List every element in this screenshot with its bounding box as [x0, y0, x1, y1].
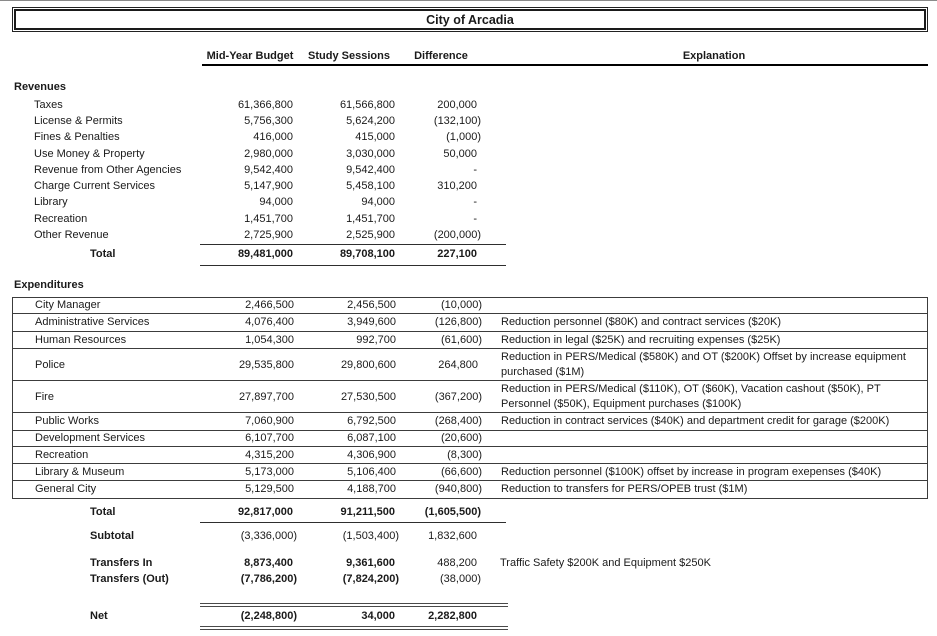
- expenditure-row: [13, 481, 927, 498]
- revenue-label: Library: [34, 196, 68, 209]
- revenues-total-mid-year: 89,481,000: [237, 248, 293, 261]
- revenue-difference-value: 200,000: [437, 98, 477, 111]
- revenue-difference-value: -: [473, 196, 477, 209]
- revenue-row: [12, 162, 928, 178]
- expenditures-table: [12, 297, 928, 499]
- expenditures-section-label: Expenditures: [14, 279, 84, 291]
- expenditure-row: [13, 413, 927, 431]
- revenue-study-value: 9,542,400: [346, 163, 395, 176]
- expenditure-label: Human Resources: [35, 333, 127, 346]
- expenditure-study-value: 29,800,600: [340, 358, 396, 371]
- expenditure-difference-value: (61,600): [441, 333, 482, 346]
- summary-section: [12, 524, 928, 630]
- revenue-study-value: 5,624,200: [346, 114, 395, 127]
- top-rule: [0, 0, 937, 1]
- expenditure-study-value: 4,306,900: [347, 448, 396, 461]
- transfers-out-difference: (38,000): [440, 573, 481, 585]
- col-header-explanation: Explanation: [682, 50, 746, 62]
- expenditure-label: Administrative Services: [35, 316, 150, 329]
- expenditure-row: [13, 464, 927, 482]
- expenditure-explanation: Reduction to transfers for PERS/OPEB trust ($1M): [501, 483, 748, 496]
- expenditure-mid-year-value: 6,107,700: [245, 432, 294, 445]
- expenditures-total-study: 91,211,500: [340, 505, 395, 518]
- expenditure-label: Library & Museum: [35, 465, 125, 478]
- expenditure-study-value: 6,087,100: [347, 432, 396, 445]
- revenue-label: Revenue from Other Agencies: [34, 163, 182, 176]
- expenditures-total-bottom-rule: [200, 522, 506, 523]
- expenditure-study-value: 6,792,500: [347, 415, 396, 428]
- revenue-mid-year-value: 9,542,400: [244, 163, 293, 176]
- expenditure-difference-value: (126,800): [434, 316, 482, 329]
- expenditure-explanation: [501, 438, 927, 440]
- revenue-row: [12, 178, 928, 194]
- expenditure-mid-year-value: 27,897,700: [238, 390, 294, 403]
- expenditure-study-value: 2,456,500: [347, 299, 396, 312]
- header-rule: [202, 64, 928, 66]
- revenue-study-value: 415,000: [355, 131, 395, 144]
- expenditure-difference-value: (20,600): [441, 432, 482, 445]
- transfers-out-label: Transfers (Out): [90, 573, 169, 585]
- expenditure-mid-year-value: 5,173,000: [245, 465, 294, 478]
- expenditure-label: Development Services: [35, 432, 146, 445]
- net-study: 34,000: [361, 610, 395, 622]
- expenditure-row: [13, 349, 927, 381]
- transfers-in-explanation: Traffic Safety $200K and Equipment $250K: [500, 556, 711, 569]
- expenditure-explanation: Reduction personnel ($100K) offset by increase in program exepenses ($40K): [501, 465, 882, 478]
- revenue-mid-year-value: 2,725,900: [244, 229, 293, 242]
- expenditure-difference-value: (10,000): [441, 299, 482, 312]
- expenditure-difference-value: (940,800): [434, 483, 482, 496]
- expenditure-label: Police: [35, 358, 65, 371]
- title-inner-border: [14, 9, 926, 30]
- transfers-in-difference: 488,200: [437, 556, 477, 569]
- transfers-out-study: (7,824,200): [342, 573, 399, 585]
- page-title: City of Arcadia: [426, 12, 514, 27]
- revenues-total-label: Total: [90, 248, 116, 261]
- revenue-difference-value: 50,000: [443, 147, 477, 160]
- revenue-study-value: 94,000: [361, 196, 395, 209]
- revenue-study-value: 2,525,900: [346, 229, 395, 242]
- net-difference: 2,282,800: [428, 610, 477, 622]
- expenditure-difference-value: (66,600): [441, 465, 482, 478]
- subtotal-difference: 1,832,600: [428, 529, 477, 542]
- transfers-in-label: Transfers In: [90, 556, 153, 569]
- revenues-section: [12, 81, 928, 266]
- revenue-label: Taxes: [34, 98, 63, 111]
- title-box: [12, 7, 928, 32]
- revenue-mid-year-value: 1,451,700: [244, 212, 293, 225]
- revenue-row: [12, 130, 928, 146]
- expenditure-mid-year-value: 2,466,500: [245, 299, 294, 312]
- subtotal-study: (1,503,400): [342, 529, 399, 542]
- expenditure-study-value: 27,530,500: [340, 390, 396, 403]
- expenditure-mid-year-value: 5,129,500: [245, 483, 294, 496]
- expenditure-study-value: 4,188,700: [347, 483, 396, 496]
- expenditure-row: [13, 314, 927, 332]
- revenues-total-difference: 227,100: [437, 248, 477, 261]
- expenditure-explanation: Reduction in PERS/Medical ($110K), OT ($60K), Vacation cashout ($50K), PT Personnel ($50K), Equipment purchases ($100K): [501, 383, 881, 410]
- revenue-label: Other Revenue: [34, 229, 109, 242]
- revenue-mid-year-value: 5,756,300: [244, 114, 293, 127]
- net-label: Net: [90, 610, 108, 622]
- revenue-row: [12, 113, 928, 129]
- expenditure-label: City Manager: [35, 299, 101, 312]
- expenditure-label: Fire: [35, 390, 54, 403]
- revenue-row: [12, 146, 928, 162]
- revenue-label: Recreation: [34, 212, 88, 225]
- expenditures-total-label: Total: [90, 505, 116, 518]
- net-bottom-double-rule: [200, 626, 508, 630]
- expenditures-section: [12, 279, 928, 523]
- revenue-study-value: 5,458,100: [346, 180, 395, 193]
- expenditure-difference-value: 264,800: [438, 358, 478, 371]
- revenue-study-value: 61,566,800: [339, 98, 395, 111]
- revenue-label: Use Money & Property: [34, 147, 145, 160]
- revenue-mid-year-value: 61,366,800: [237, 98, 293, 111]
- revenues-total-bottom-rule: [200, 265, 506, 266]
- transfers-in-study: 9,361,600: [346, 556, 395, 569]
- expenditure-mid-year-value: 1,054,300: [245, 333, 294, 346]
- net-row: [12, 607, 928, 626]
- revenue-mid-year-value: 2,980,000: [244, 147, 293, 160]
- expenditures-total-mid-year: 92,817,000: [237, 505, 293, 518]
- expenditure-row: [13, 381, 927, 413]
- expenditure-row: [13, 431, 927, 447]
- expenditure-difference-value: (268,400): [434, 415, 482, 428]
- expenditure-mid-year-value: 29,535,800: [238, 358, 294, 371]
- expenditure-label: Recreation: [35, 448, 89, 461]
- revenue-difference-value: 310,200: [437, 180, 477, 193]
- revenue-difference-value: (132,100): [433, 114, 481, 127]
- col-header-difference: Difference: [414, 50, 468, 62]
- expenditures-total-difference: (1,605,500): [424, 505, 481, 518]
- expenditure-study-value: 5,106,400: [347, 465, 396, 478]
- revenue-row: [12, 227, 928, 243]
- expenditure-label: Public Works: [35, 415, 99, 428]
- expenditure-explanation: Reduction in PERS/Medical ($580K) and OT ($200K) Offset by increase equipment purchased ($1M): [501, 351, 906, 378]
- transfers-out-row: [12, 571, 928, 588]
- expenditure-mid-year-value: 4,315,200: [245, 448, 294, 461]
- expenditure-study-value: 3,949,600: [347, 316, 396, 329]
- revenue-row: [12, 211, 928, 227]
- expenditure-row: [13, 298, 927, 314]
- revenue-mid-year-value: 416,000: [253, 131, 293, 144]
- expenditure-row: [13, 447, 927, 463]
- revenue-mid-year-value: 94,000: [259, 196, 293, 209]
- expenditure-explanation: [501, 454, 927, 456]
- revenues-rows: [12, 97, 928, 244]
- expenditure-difference-value: (367,200): [434, 390, 482, 403]
- net-mid-year: (2,248,800): [240, 610, 297, 622]
- expenditure-study-value: 992,700: [356, 333, 396, 346]
- revenue-label: License & Permits: [34, 114, 123, 127]
- expenditure-explanation: Reduction personnel ($80K) and contract services ($20K): [501, 316, 782, 329]
- expenditure-difference-value: (8,300): [447, 448, 482, 461]
- revenue-study-value: 1,451,700: [346, 212, 395, 225]
- expenditure-explanation: Reduction in contract services ($40K) and department credit for garage ($200K): [501, 415, 890, 428]
- revenues-total-study: 89,708,100: [339, 248, 395, 261]
- revenue-difference-value: (1,000): [446, 131, 481, 144]
- subtotal-row: [12, 528, 928, 544]
- revenue-label: Fines & Penalties: [34, 131, 120, 144]
- transfers-in-row: [12, 555, 928, 571]
- revenue-mid-year-value: 5,147,900: [244, 180, 293, 193]
- revenue-row: [12, 195, 928, 211]
- expenditure-explanation: [501, 305, 927, 307]
- expenditure-mid-year-value: 4,076,400: [245, 316, 294, 329]
- revenue-difference-value: (200,000): [433, 229, 481, 242]
- revenues-section-label: Revenues: [14, 81, 66, 93]
- transfers-in-mid-year: 8,873,400: [244, 556, 293, 569]
- expenditure-explanation: Reduction in legal ($25K) and recruiting expenses ($25K): [501, 333, 781, 346]
- col-header-mid-year-budget: Mid-Year Budget: [206, 50, 294, 62]
- revenue-study-value: 3,030,000: [346, 147, 395, 160]
- expenditure-label: General City: [35, 483, 97, 496]
- col-header-study-sessions: Study Sessions: [308, 50, 390, 62]
- expenditures-total-row: [12, 503, 928, 522]
- revenue-difference-value: -: [473, 163, 477, 176]
- expenditure-row: [13, 332, 927, 350]
- revenues-total-row: [12, 245, 928, 265]
- subtotal-mid-year: (3,336,000): [240, 529, 297, 542]
- revenue-row: [12, 97, 928, 113]
- expenditure-mid-year-value: 7,060,900: [245, 415, 294, 428]
- transfers-out-mid-year: (7,786,200): [240, 573, 297, 585]
- revenue-difference-value: -: [473, 212, 477, 225]
- revenue-label: Charge Current Services: [34, 180, 156, 193]
- subtotal-label: Subtotal: [90, 529, 134, 542]
- column-headers: [12, 49, 928, 64]
